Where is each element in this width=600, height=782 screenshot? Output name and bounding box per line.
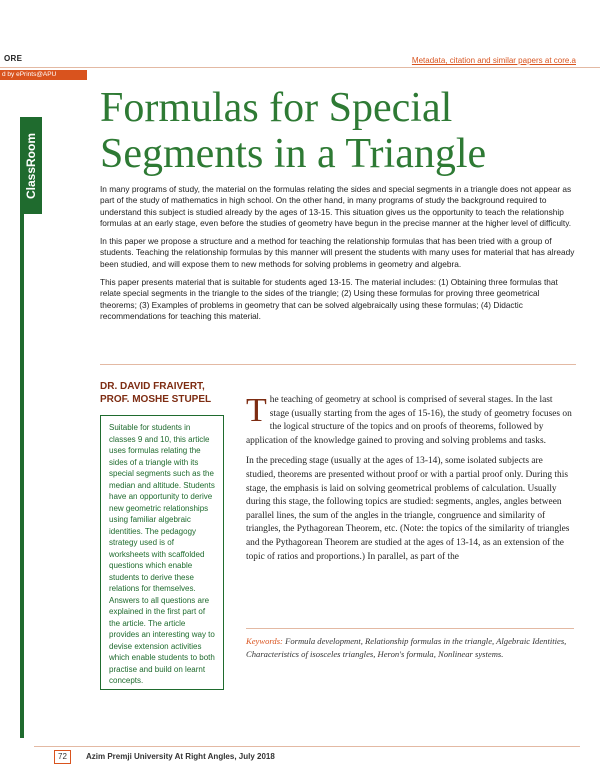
metadata-link[interactable]: Metadata, citation and similar papers at core.a [411, 56, 576, 65]
author-name: PROF. MOSHE STUPEL [100, 394, 212, 405]
header-divider [0, 67, 600, 68]
intro-paragraph: In many programs of study, the material on the formulas relating the sides and special segments in a triangle does not appear as part of the study of mathematics in high school. On the other hand, in many programs of study the background required to understand this subject is studied already by the ages of 13-15. This situation gives us the opportunity to teach the relationship formulas at an early stage, even before the studies of geometry have begun in the precise manner at the higher level of difficulty. [100, 184, 572, 228]
footer-divider [34, 746, 580, 747]
core-label: ORE [4, 54, 23, 63]
keywords [246, 635, 574, 660]
journal-footer: Azim Premji University At Right Angles, July 2018 [86, 752, 275, 761]
top-banner [0, 0, 600, 80]
body-paragraph-text: he teaching of geometry at school is comprised of several stages. In the last stage (usually starting from the ages of 15-16), the study of geometry focuses on the logical structure of the topics and on proofs of theorems, followed by application of the knowledge gained to proving and solving problems and tasks. [246, 395, 572, 446]
title-line-2: Segments in a Triangle [100, 131, 487, 177]
intro-paragraph: This paper presents material that is suitable for students aged 13-15. The material includes: (1) Obtaining three formulas that relate special segments in the triangle to the sides of the triangle; (2) Using these formulas for proving three geometrical theorems; (3) Examples of problems in geometry that can be solved algebraically using these formulas; (4) Didactic recommendations for teaching this material. [100, 277, 558, 321]
intro-paragraph: In this paper we propose a structure and a method for teaching the relationship formulas that has been tried with a group of students. Teaching the relationship formulas by this manner will present the students with many uses for material that has already been studied, and will expose them to new methods for solving problems in geometry and algebra. [100, 236, 575, 269]
abstract-intro [100, 184, 578, 329]
section-tab [20, 117, 42, 214]
body-paragraph: In the preceding stage (usually at the ages of 13-14), some isolated subjects are studied, theorems are presented without proof or with a partial proof only. During this stage, the emphasis is laid on solving geometrical problems of calculation. Usually during this stage, the following topics are studied: segments, angles, angles between parallel lines, the sum of the angles in the triangle, congruence and similarity of triangles, the Pythagorean Theorem, etc. (Note: the topics of the similarity of triangles and the Pythagorean Theorem are studied at the ages of 13-14, as an extension of the topic of ratios and proportions.) In parallel, as part of the [246, 456, 570, 562]
article-title [100, 85, 590, 177]
author-name: DR. DAVID FRAIVERT, [100, 381, 205, 392]
article-body [246, 394, 574, 571]
summary-box: Suitable for students in classes 9 and 10, this article uses formulas relating the sides of a triangle with its special segments such as the median and altitude. Students have an opportunity to derive new geometric relationships using familiar algebraic identities. The pedagogy strategy used is of worksheets with scaffolded questions which enable students to derive these relations for themselves. Answers to all questions are explained in the first part of the article. The article provides an interesting way to devise extension activities which enable students to both practise and build on learnt concepts. [100, 415, 224, 690]
body-paragraph [246, 394, 574, 448]
page-number: 72 [54, 750, 71, 764]
keywords-label: Keywords: [246, 636, 283, 646]
keywords-text: Formula development, Relationship formulas in the triangle, Algebraic Identities, Characteristics of isosceles triangles, Heron's formula, Nonlinear systems. [246, 636, 567, 659]
keywords-divider [246, 628, 574, 629]
author-list [100, 380, 211, 406]
intro-divider [100, 364, 576, 365]
section-tab-label: ClassRoom [24, 132, 38, 199]
sidebar-bar [20, 214, 24, 738]
drop-cap: T [246, 392, 267, 429]
provided-by-badge[interactable]: d by ePrints@APU [0, 70, 87, 80]
title-line-1: Formulas for Special [100, 85, 453, 131]
